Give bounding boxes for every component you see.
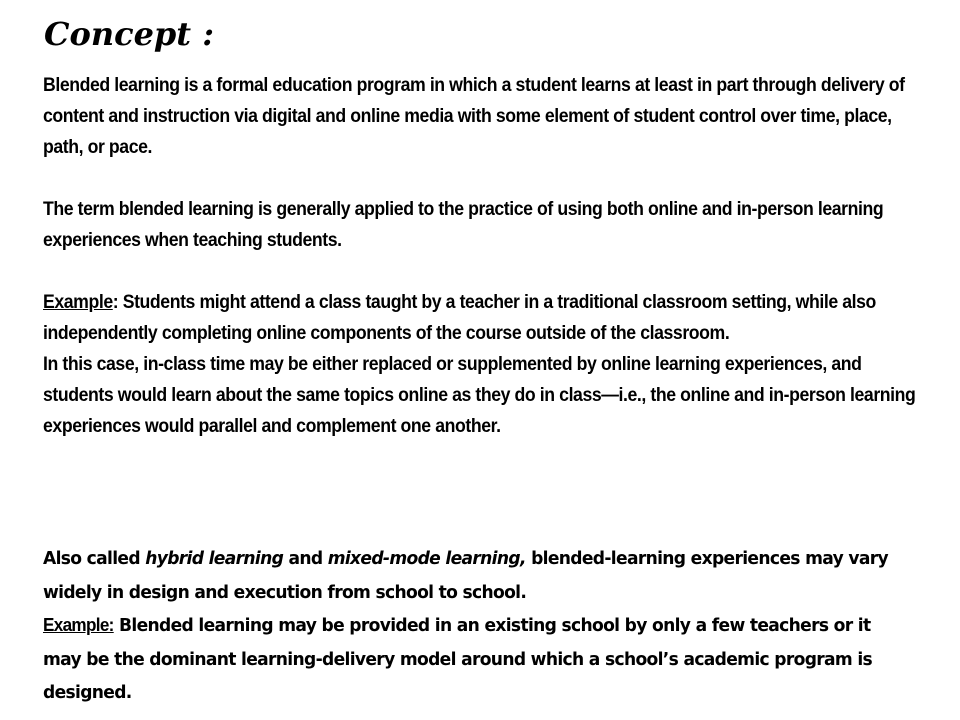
example-label: Example: [43, 292, 113, 313]
second-example-label: Example:: [43, 615, 114, 635]
mixed-mode-term: mixed-mode learning,: [327, 548, 526, 569]
in-this-case-paragraph: In this case, in-class time may be either replaced or supplemented by online learning experiences, and students would learn about the same topics online as they do in class—i.e., the online and in-person learning experiences would parallel and complement one another.: [43, 354, 916, 437]
also-called-prefix: Also called: [43, 548, 146, 569]
also-called-suffix: blended-learning experiences may vary widely in design and execution from school to school.: [43, 548, 888, 603]
definition-paragraph: Blended learning is a formal education program in which a student learns at least in part through delivery of content and instruction via digital and online media with some element of student control over time, place, path, or pace.: [43, 75, 905, 158]
example-paragraph: [43, 287, 917, 349]
also-called-middle: and: [283, 548, 328, 569]
also-called-block: [43, 542, 898, 710]
body-text-block: [43, 70, 917, 473]
also-called-paragraph: [43, 542, 898, 609]
second-example-paragraph: [43, 609, 898, 710]
example-text: : Students might attend a class taught by a teacher in a traditional classroom setting, while also independently completing online components of the course outside of the classroom.: [43, 292, 876, 344]
term-usage-paragraph: The term blended learning is generally applied to the practice of using both online and in-person learning experiences when teaching students.: [43, 199, 884, 251]
slide-title: Concept :: [44, 15, 215, 53]
hybrid-learning-term: hybrid learning: [145, 548, 284, 569]
second-example-text: Blended learning may be provided in an existing school by only a few teachers or it may be the dominant learning-delivery model around which a school’s academic program is designed.: [43, 615, 873, 703]
